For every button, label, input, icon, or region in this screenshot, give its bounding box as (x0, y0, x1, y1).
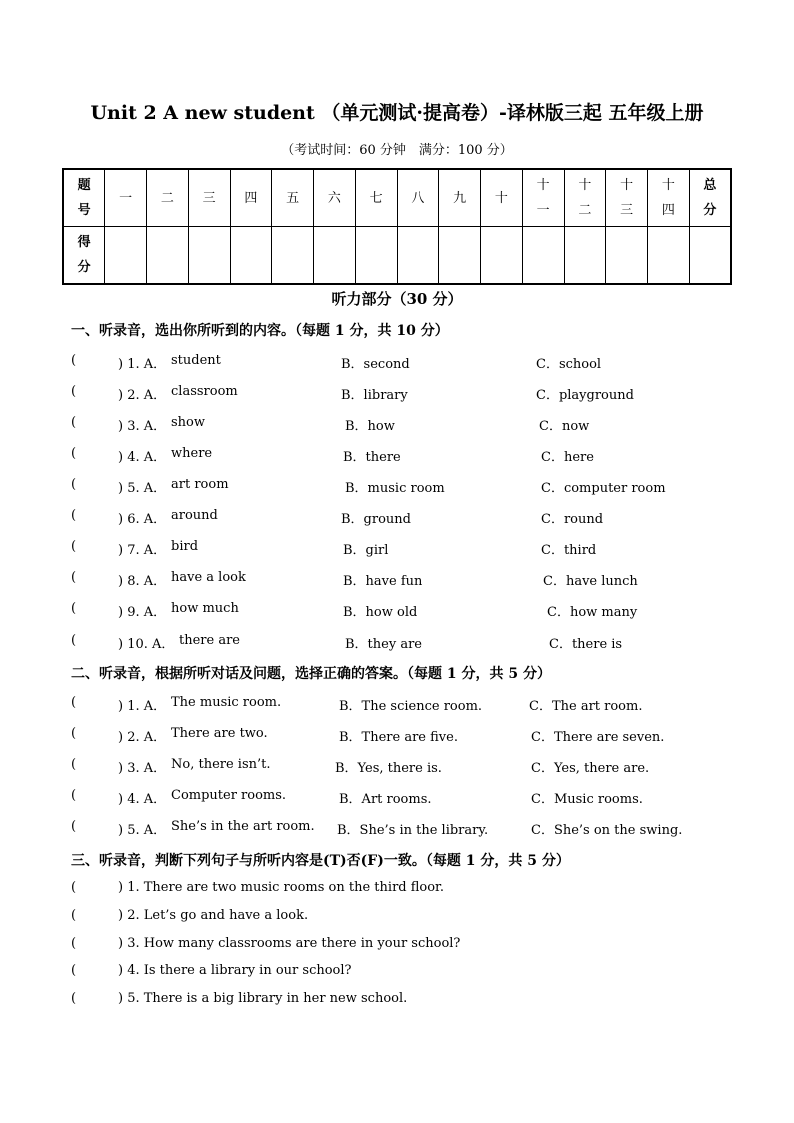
option-c: C．Music rooms. (531, 792, 643, 807)
question-number: ) 6. A． (118, 512, 167, 527)
exam-info: （考试时间：60 分钟 满分：100 分） (281, 143, 513, 158)
option-c: C．There are seven. (531, 730, 665, 745)
option-b: B．have fun (343, 574, 423, 589)
total-label-cell: 总 分 (689, 169, 731, 227)
score-cell[interactable] (522, 227, 564, 285)
listening-part-title: 听力部分（30 分） (331, 290, 463, 308)
option-c: C．Yes, there are. (531, 761, 650, 776)
option-b: B．library (341, 388, 408, 403)
total-score-cell[interactable] (689, 227, 731, 285)
section2-heading: 二、听录音，根据所听对话及问题，选择正确的答案。（每题 1 分，共 5 分） (71, 666, 551, 682)
option-c: C．round (541, 512, 604, 527)
col-13: 十 三 (606, 169, 648, 227)
question-number: ) 1. A． (118, 357, 167, 372)
option-c: C．The art room. (529, 699, 643, 714)
option-a: have a look (171, 570, 246, 585)
option-a: No, there isn’t. (171, 757, 271, 772)
option-c: C．now (539, 419, 590, 434)
section3-heading: 三、听录音，判断下列句子与所听内容是(T)否(F)一致。（每题 1 分，共 5 分） (71, 853, 570, 869)
option-c: C．have lunch (543, 574, 638, 589)
col-2: 二 (147, 169, 189, 227)
statement: ) 5. There is a big library in her new school. (118, 991, 408, 1006)
option-c: C．how many (547, 605, 638, 620)
question-number: ) 10. A． (118, 637, 175, 652)
option-c: C．playground (536, 388, 634, 403)
question-number: ) 3. A． (118, 419, 167, 434)
score-cell[interactable] (481, 227, 523, 285)
statement: ) 3. How many classrooms are there in your school? (118, 936, 461, 951)
option-a: where (171, 446, 213, 461)
option-a: how much (171, 601, 239, 616)
option-b: B．Yes, there is. (335, 761, 442, 776)
score-cell[interactable] (314, 227, 356, 285)
option-b: B．The science room. (339, 699, 483, 714)
option-a: around (171, 508, 218, 523)
option-b: B．ground (341, 512, 411, 527)
col-8: 八 (397, 169, 439, 227)
option-a: there are (179, 633, 240, 648)
option-b: B．She’s in the library. (337, 823, 489, 838)
col-14: 十 四 (648, 169, 690, 227)
option-a: The music room. (171, 695, 282, 710)
score-cell[interactable] (147, 227, 189, 285)
question-number: ) 5. A． (118, 481, 167, 496)
option-c: C．She’s on the swing. (531, 823, 683, 838)
score-cell[interactable] (105, 227, 147, 285)
option-b: B．there (343, 450, 401, 465)
statement: ) 4. Is there a library in our school? (118, 963, 352, 978)
score-table-score-row (63, 227, 731, 285)
question-number: ) 3. A． (118, 761, 167, 776)
score-cell[interactable] (564, 227, 606, 285)
question-number: ) 4. A． (118, 792, 167, 807)
option-b: B．second (341, 357, 410, 372)
question-number: ) 5. A． (118, 823, 167, 838)
option-b: B．music room (345, 481, 445, 496)
score-cell[interactable] (188, 227, 230, 285)
score-cell[interactable] (397, 227, 439, 285)
col-5: 五 (272, 169, 314, 227)
option-a: classroom (171, 384, 238, 399)
score-cell[interactable] (355, 227, 397, 285)
question-number: ) 4. A． (118, 450, 167, 465)
option-b: B．Art rooms. (339, 792, 432, 807)
option-b: B．girl (343, 543, 389, 558)
page-title: Unit 2 A new student （单元测试·提高卷）-译林版三起 五年级上册 (90, 102, 704, 124)
question-number: ) 8. A． (118, 574, 167, 589)
question-number: ) 1. A． (118, 699, 167, 714)
option-c: C．third (541, 543, 597, 558)
section1-heading: 一、听录音，选出你所听到的内容。（每题 1 分，共 10 分） (71, 323, 449, 339)
score-cell[interactable] (648, 227, 690, 285)
score-table (62, 168, 732, 285)
col-10: 十 (481, 169, 523, 227)
option-c: C．there is (549, 637, 623, 652)
col-3: 三 (188, 169, 230, 227)
score-cell[interactable] (272, 227, 314, 285)
option-b: B．how old (343, 605, 418, 620)
score-table-header-row (63, 169, 731, 227)
statement: ) 2. Let’s go and have a look. (118, 908, 309, 923)
col-1: 一 (105, 169, 147, 227)
header-label-cell: 题 号 (63, 169, 105, 227)
option-a: Computer rooms. (171, 788, 287, 803)
option-a: show (171, 415, 205, 430)
option-b: B．they are (345, 637, 422, 652)
col-7: 七 (355, 169, 397, 227)
score-label-cell: 得 分 (63, 227, 105, 285)
option-c: C．here (541, 450, 594, 465)
col-12: 十 二 (564, 169, 606, 227)
question-number: ) 9. A． (118, 605, 167, 620)
score-cell[interactable] (439, 227, 481, 285)
col-9: 九 (439, 169, 481, 227)
option-a: There are two. (171, 726, 268, 741)
question-number: ) 7. A． (118, 543, 167, 558)
option-a: student (171, 353, 221, 368)
option-c: C．school (536, 357, 602, 372)
option-b: B．There are five. (339, 730, 458, 745)
col-11: 十 一 (522, 169, 564, 227)
col-6: 六 (314, 169, 356, 227)
option-c: C．computer room (541, 481, 666, 496)
option-a: art room (171, 477, 229, 492)
score-cell[interactable] (230, 227, 272, 285)
question-number: ) 2. A． (118, 388, 167, 403)
score-cell[interactable] (606, 227, 648, 285)
col-4: 四 (230, 169, 272, 227)
option-b: B．how (345, 419, 395, 434)
question-number: ) 2. A． (118, 730, 167, 745)
option-a: bird (171, 539, 199, 554)
option-a: She’s in the art room. (171, 819, 315, 834)
statement: ) 1. There are two music rooms on the third floor. (118, 880, 444, 895)
